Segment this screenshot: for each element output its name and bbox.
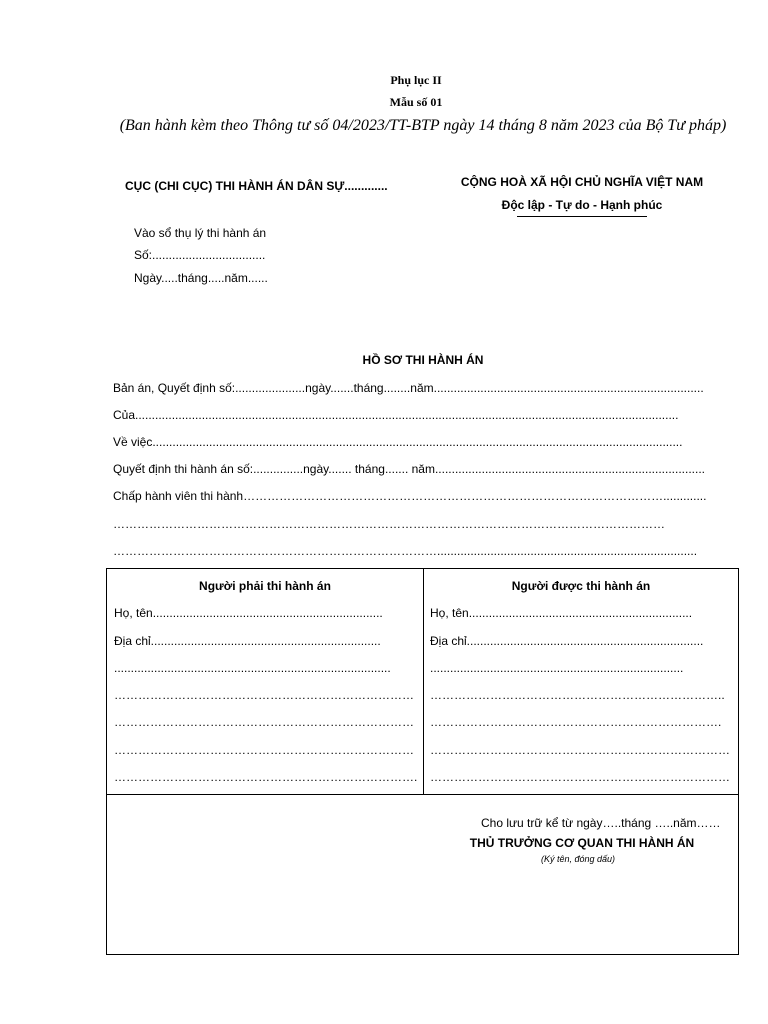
matter-line: Về việc............................................................................................................................................................... bbox=[113, 435, 683, 449]
obligor-blank-line: ………………………………………………………………… bbox=[114, 688, 414, 702]
obligor-blank-line: ………………………………………………………………… bbox=[114, 743, 414, 757]
obligee-address-line: Địa chỉ....................................................................... bbox=[430, 634, 704, 648]
judgment-line: Bản án, Quyết định số:.....................ngày.......tháng........năm................................................................................. bbox=[113, 381, 704, 395]
parties-table bbox=[106, 568, 739, 795]
blank-line: ……………………………………………………………………….............................................................................. bbox=[113, 544, 698, 558]
signature-note: (Ký tên, đóng dấu) bbox=[540, 854, 616, 864]
obligor-address-line: Địa chỉ..................................................................... bbox=[114, 634, 381, 648]
obligee-blank-line: ………………………………………………………………… bbox=[430, 743, 730, 757]
blank-line: ………………………………………………………………………………………………………………………… bbox=[113, 517, 665, 531]
register-line: Vào sổ thụ lý thi hành án bbox=[134, 226, 267, 240]
register-date: Ngày.....tháng.....năm...... bbox=[134, 271, 268, 285]
issuer-line: Của................................................................................................................................................................... bbox=[113, 408, 679, 422]
register-number: Số:.................................. bbox=[134, 248, 266, 262]
obligee-cell bbox=[424, 569, 739, 795]
obligor-name-line: Họ, tên..................................................................... bbox=[114, 606, 383, 620]
obligor-blank-line: ………………………………………………………………… bbox=[114, 715, 414, 729]
obligor-blank-line: …………………………………………………………………. bbox=[114, 770, 418, 784]
appendix-label: Phụ lục II bbox=[390, 73, 442, 87]
issuance-note: (Ban hành kèm theo Thông tư số 04/2023/TT-BTP ngày 14 tháng 8 năm 2023 của Bộ Tư pháp) bbox=[119, 117, 727, 134]
obligee-blank-line: ………………………………………………………………… bbox=[430, 770, 730, 784]
obligor-blank-line: ................................................................................... bbox=[114, 661, 391, 675]
country-name: CỘNG HOÀ XÃ HỘI CHỦ NGHĨA VIỆT NAM bbox=[460, 175, 704, 189]
authority-title: THỦ TRƯỞNG CƠ QUAN THI HÀNH ÁN bbox=[469, 836, 695, 850]
enforcer-line: Chấp hành viên thi hành……………………………………………………………………………………………............. bbox=[113, 489, 707, 503]
obligee-blank-line: ……………………………………………………………….. bbox=[430, 688, 725, 702]
motto-underline bbox=[517, 216, 647, 217]
obligee-blank-line: ………………………………………………………………. bbox=[430, 715, 722, 729]
form-number: Mẫu số 01 bbox=[389, 95, 443, 109]
national-motto: Độc lập - Tự do - Hạnh phúc bbox=[501, 198, 663, 212]
obligee-heading: Người được thi hành án bbox=[511, 579, 651, 593]
document-title: HỒ SƠ THI HÀNH ÁN bbox=[362, 353, 484, 367]
enforcement-decision-line: Quyết định thi hành án số:...............ngày....... tháng....... năm................................................................................. bbox=[113, 462, 706, 476]
agency-name: CỤC (CHI CỤC) THI HÀNH ÁN DÂN SỰ............. bbox=[125, 179, 388, 193]
obligor-cell bbox=[107, 569, 424, 795]
obligee-name-line: Họ, tên................................................................... bbox=[430, 606, 693, 620]
archive-date-line: Cho lưu trữ kể từ ngày…..tháng …..năm…… bbox=[481, 816, 721, 830]
obligee-blank-line: ............................................................................ bbox=[430, 661, 684, 675]
obligor-heading: Người phải thi hành án bbox=[199, 579, 331, 593]
